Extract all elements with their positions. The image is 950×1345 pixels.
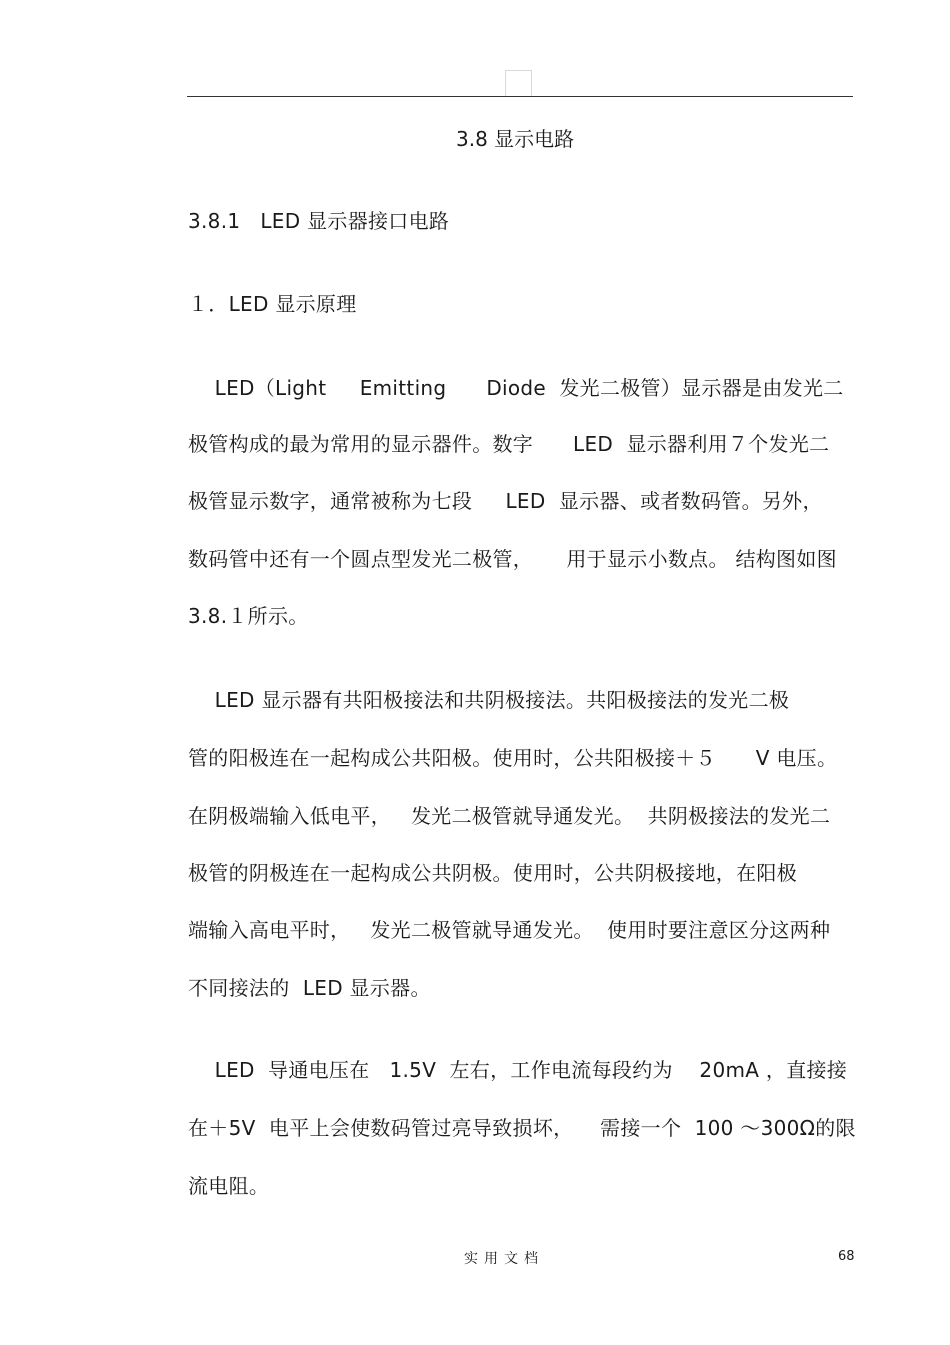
paragraph-line: 极管显示数字，通常被称为七段 LED 显示器、或者数码管。另外， <box>188 489 823 513</box>
footer-label: 实用文档 <box>464 1251 544 1267</box>
paragraph-line: LED 显示器有共阳极接法和共阴极接法。共阳极接法的发光二极 <box>188 688 790 712</box>
paragraph-line: 在阴极端输入低电平， 发光二极管就导通发光。 共阴极接法的发光二 <box>188 804 831 828</box>
section-title: 3.8 显示电路 <box>456 127 575 151</box>
paragraph-line: 在＋5V 电平上会使数码管过亮导致损坏， 需接一个 100 ～300Ω的限 <box>188 1116 856 1140</box>
paragraph-line: 不同接法的 LED 显示器。 <box>188 976 431 1000</box>
header-box <box>505 70 532 96</box>
point-heading: １．LED 显示原理 <box>188 292 357 316</box>
subsection-title: 3.8.1 LED 显示器接口电路 <box>188 209 450 233</box>
paragraph-line: 管的阳极连在一起构成公共阳极。使用时，公共阳极接＋５ V 电压。 <box>188 746 838 770</box>
paragraph-line: LED 导通电压在 1.5V 左右，工作电流每段约为 20mA ，直接接 <box>188 1058 848 1082</box>
page-number: 68 <box>838 1249 855 1264</box>
paragraph-line: 极管的阴极连在一起构成公共阴极。使用时，公共阴极接地，在阳极 <box>188 861 797 885</box>
header-rule <box>187 96 853 97</box>
paragraph-line: 端输入高电平时， 发光二极管就导通发光。 使用时要注意区分这两种 <box>188 918 831 942</box>
paragraph-line: LED（Light Emitting Diode 发光二极管）显示器是由发光二 <box>188 376 844 400</box>
paragraph-line: 流电阻。 <box>188 1174 270 1198</box>
paragraph-line: 3.8.１所示。 <box>188 604 309 628</box>
paragraph-line: 极管构成的最为常用的显示器件。数字 LED 显示器利用７个发光二 <box>188 432 830 456</box>
paragraph-line: 数码管中还有一个圆点型发光二极管， 用于显示小数点。 结构图如图 <box>188 547 837 571</box>
